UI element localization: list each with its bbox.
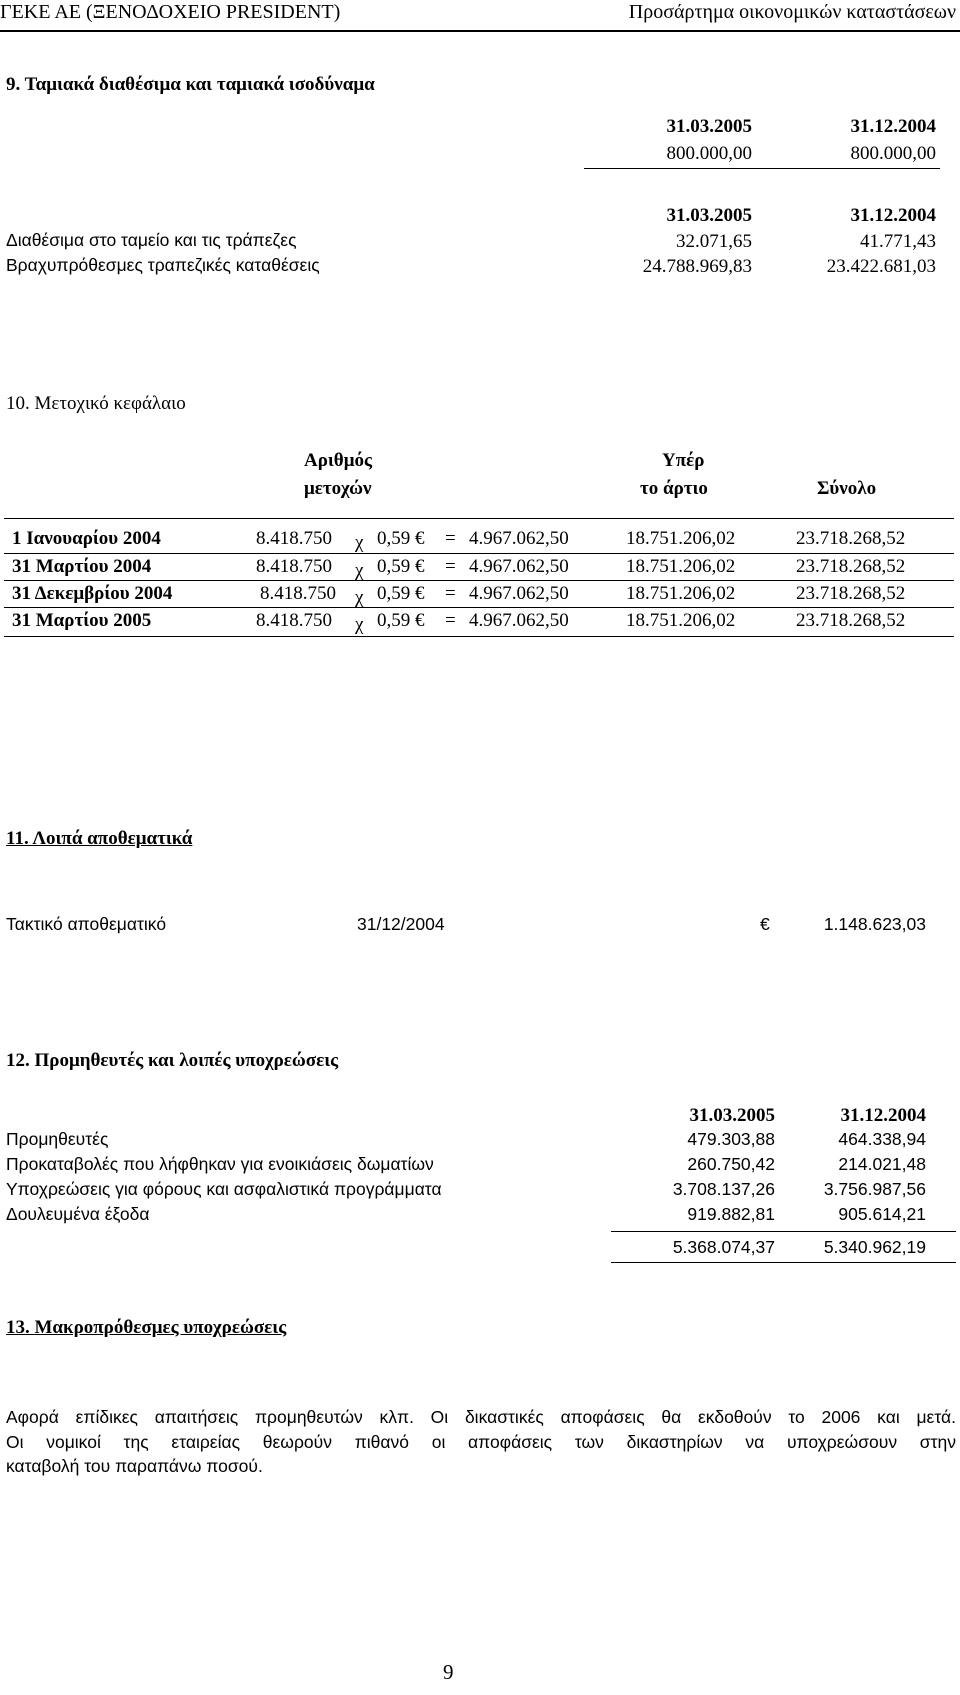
amount: 23.422.681,03 <box>826 256 936 277</box>
column-header: Υπέρ <box>662 450 705 471</box>
column-header: Σύνολο <box>817 478 877 499</box>
price: 0,59 € <box>377 583 425 604</box>
amount: 24.788.969,83 <box>642 256 752 277</box>
column-header: 31.12.2004 <box>850 116 936 137</box>
paragraph-line: καταβολή του παραπάνω ποσού. <box>6 1456 263 1476</box>
section-title: 10. Μετοχικό κεφάλαιο <box>6 393 186 414</box>
row-date: 1 Ιανουαρίου 2004 <box>12 528 161 549</box>
table-rule <box>4 553 954 554</box>
total-rule <box>611 1231 956 1232</box>
premium: 18.751.206,02 <box>626 610 736 631</box>
amount: 464.338,94 <box>838 1129 926 1149</box>
amount: 919.882,81 <box>687 1204 775 1224</box>
row-date: 31 Μαρτίου 2004 <box>12 556 152 577</box>
paragraph-line: Αφορά επίδικες απαιτήσεις προμηθευτών κλπ. Οι δικαστικές αποφάσεις θα εκδοθούν το 2006 και μετά. <box>6 1407 956 1427</box>
reserve-label: Τακτικό αποθεματικό <box>6 914 167 934</box>
total-amount: 5.368.074,37 <box>672 1237 775 1257</box>
column-header: μετοχών <box>304 478 372 499</box>
column-header: 31.03.2005 <box>666 205 752 226</box>
section-title: 9. Ταμιακά διαθέσιμα και ταμιακά ισοδύναμα <box>6 74 375 95</box>
premium: 18.751.206,02 <box>626 528 736 549</box>
row-label: Προκαταβολές που λήφθηκαν για ενοικιάσεις δωματίων <box>6 1154 434 1174</box>
row-date: 31 Δεκεμβρίου 2004 <box>12 583 173 604</box>
table-rule <box>4 518 954 519</box>
column-header: 31.12.2004 <box>840 1105 926 1126</box>
price: 0,59 € <box>377 610 425 631</box>
times-sign: χ <box>355 532 364 553</box>
amount: 32.071,65 <box>676 231 752 252</box>
row-label: Υποχρεώσεις για φόρους και ασφαλιστικά προγράμματα <box>6 1179 442 1199</box>
page-number: 9 <box>443 1660 454 1684</box>
amount: 260.750,42 <box>687 1154 775 1174</box>
column-header: το άρτιο <box>640 478 708 499</box>
equals-sign: = <box>445 528 456 549</box>
capital: 4.967.062,50 <box>469 610 569 631</box>
equals-sign: = <box>445 556 456 577</box>
reserve-amount: 1.148.623,03 <box>823 914 926 934</box>
equals-sign: = <box>445 583 456 604</box>
row-label: Προμηθευτές <box>6 1129 109 1149</box>
premium: 18.751.206,02 <box>626 583 736 604</box>
section-title: 13. Μακροπρόθεσμες υποχρεώσεις <box>6 1317 287 1338</box>
currency-symbol: € <box>760 914 770 934</box>
shares: 8.418.750 <box>260 583 336 604</box>
premium: 18.751.206,02 <box>626 556 736 577</box>
section-paragraph <box>6 1405 956 1479</box>
section-title: 12. Προμηθευτές και λοιπές υποχρεώσεις <box>6 1050 339 1071</box>
amount: 905.614,21 <box>838 1204 926 1224</box>
row-label: Διαθέσιμα στο ταμείο και τις τράπεζες <box>6 230 297 250</box>
column-header: 31.03.2005 <box>666 116 752 137</box>
capital: 4.967.062,50 <box>469 528 569 549</box>
times-sign: χ <box>355 587 364 608</box>
price: 0,59 € <box>377 528 425 549</box>
paragraph-line: Οι νομικοί της εταιρείας θεωρούν πιθανό οι αποφάσεις των δικαστηρίων να υποχρεώσουν στην <box>6 1431 956 1452</box>
capital: 4.967.062,50 <box>469 583 569 604</box>
table-rule <box>4 580 954 581</box>
amount: 3.756.987,56 <box>823 1179 926 1199</box>
total: 23.718.268,52 <box>796 610 906 631</box>
price: 0,59 € <box>377 556 425 577</box>
total: 23.718.268,52 <box>796 583 906 604</box>
amount: 800.000,00 <box>850 143 936 164</box>
times-sign: χ <box>355 560 364 581</box>
row-date: 31 Μαρτίου 2005 <box>12 610 152 631</box>
total: 23.718.268,52 <box>796 556 906 577</box>
column-header: Αριθμός <box>304 450 372 471</box>
amount: 41.771,43 <box>860 231 936 252</box>
equals-sign: = <box>445 610 456 631</box>
amount: 214.021,48 <box>838 1154 926 1174</box>
header-subtitle: Προσάρτημα οικονομικών καταστάσεων <box>628 1 956 23</box>
company-name: ΓΕΚΕ ΑΕ (ΞΕΝΟΔΟΧΕΙΟ PRESIDENT) <box>0 1 341 23</box>
row-label: Βραχυπρόθεσμες τραπεζικές καταθέσεις <box>6 255 320 275</box>
shares: 8.418.750 <box>256 556 332 577</box>
column-header: 31.12.2004 <box>850 205 936 226</box>
total: 23.718.268,52 <box>796 528 906 549</box>
row-label: Δουλευμένα έξοδα <box>6 1204 150 1224</box>
capital: 4.967.062,50 <box>469 556 569 577</box>
header-rule <box>0 30 960 32</box>
total-rule <box>611 1262 956 1263</box>
table-rule <box>4 636 954 637</box>
total-rule <box>584 168 940 169</box>
column-header: 31.03.2005 <box>689 1105 775 1126</box>
section-title: 11. Λοιπά αποθεματικά <box>6 828 193 849</box>
table-rule <box>4 607 954 608</box>
amount: 479.303,88 <box>687 1129 775 1149</box>
shares: 8.418.750 <box>256 610 332 631</box>
shares: 8.418.750 <box>256 528 332 549</box>
total-amount: 5.340.962,19 <box>823 1237 926 1257</box>
amount: 3.708.137,26 <box>672 1179 775 1199</box>
times-sign: χ <box>355 614 364 635</box>
amount: 800.000,00 <box>666 143 752 164</box>
reserve-date: 31/12/2004 <box>357 914 445 934</box>
